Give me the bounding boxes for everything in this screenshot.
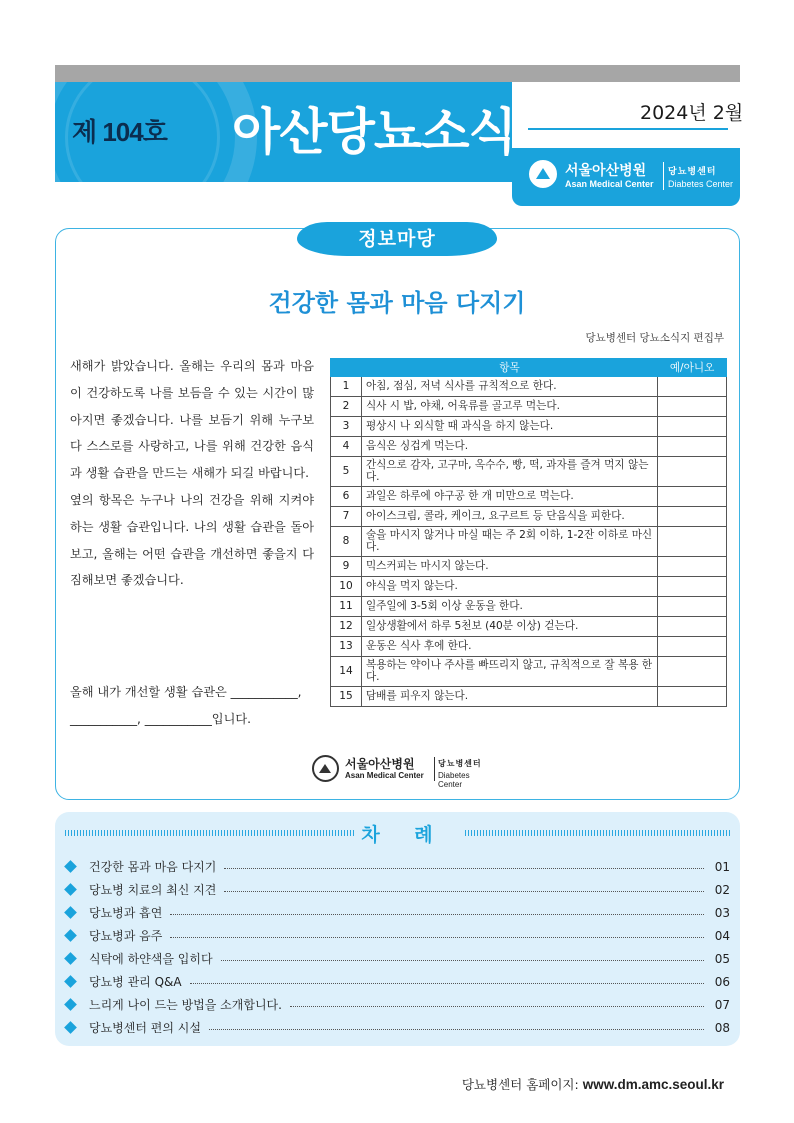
table-row — [331, 637, 727, 657]
row-item: 아이스크림, 콜라, 케이크, 요구르트 등 단음식을 피한다. — [361, 507, 657, 527]
yes-no-cell[interactable] — [658, 487, 727, 507]
yes-no-cell[interactable] — [658, 687, 727, 707]
yes-no-cell[interactable] — [658, 397, 727, 417]
row-number: 7 — [331, 507, 362, 527]
table-row — [331, 597, 727, 617]
diamond-bullet-icon — [64, 952, 77, 965]
yes-no-cell[interactable] — [658, 527, 727, 557]
toc-leader-dots — [224, 891, 704, 892]
toc-item[interactable] — [62, 993, 730, 1016]
article-title: 건강한 몸과 마음 다지기 — [268, 289, 526, 317]
row-number: 11 — [331, 597, 362, 617]
hospital-name-en: Asan Medical Center — [345, 771, 424, 780]
article-byline: 당뇨병센터 당뇨소식지 편집부 — [585, 332, 724, 344]
yes-no-cell[interactable] — [658, 557, 727, 577]
header-top-bar — [55, 65, 740, 82]
toc-item-page: 03 — [714, 905, 730, 920]
toc-item[interactable] — [62, 878, 730, 901]
yes-no-cell[interactable] — [658, 637, 727, 657]
toc-item[interactable] — [62, 1016, 730, 1039]
toc-leader-dots — [170, 914, 704, 915]
row-item: 아침, 점심, 저녁 식사를 규칙적으로 한다. — [361, 377, 657, 397]
section-label-tab — [297, 222, 497, 256]
table-row — [331, 577, 727, 597]
table-row — [331, 557, 727, 577]
row-item: 식사 시 밥, 야채, 어육류를 골고루 먹는다. — [361, 397, 657, 417]
table-row — [331, 377, 727, 397]
table-header-row — [331, 359, 727, 377]
toc-leader-dots — [209, 1029, 704, 1030]
row-item: 야식을 먹지 않는다. — [361, 577, 657, 597]
yes-no-cell[interactable] — [658, 377, 727, 397]
habit-checklist-table — [330, 358, 727, 707]
row-number: 12 — [331, 617, 362, 637]
yes-no-cell[interactable] — [658, 597, 727, 617]
row-number: 5 — [331, 457, 362, 487]
toc-item-label: 당뇨병과 음주 — [89, 929, 163, 943]
toc-item-label: 당뇨병과 흡연 — [89, 906, 163, 920]
toc-leader-dots — [190, 983, 704, 984]
row-item: 평상시 나 외식할 때 과식을 하지 않는다. — [361, 417, 657, 437]
dept-name-kr: 당뇨병센터 — [438, 759, 482, 768]
homepage-info — [462, 1075, 724, 1093]
row-item: 간식으로 감자, 고구마, 옥수수, 빵, 떡, 과자를 즐겨 먹지 않는다. — [361, 457, 657, 487]
toc-leader-dots — [221, 960, 704, 961]
body-paragraph: 새해가 밝았습니다. 올해는 우리의 몸과 마음이 건강하도록 나를 보듬을 수 있는 시간이 많아지면 좋겠습니다. 나를 보듬기 위해 누구보다 스스로를 사랑하고, 나를 위해 건강한 음식과 생활 습관을 만드는 새해가 되길 바랍니다. — [70, 359, 314, 481]
row-number: 9 — [331, 557, 362, 577]
table-row — [331, 437, 727, 457]
table-row — [331, 507, 727, 527]
toc-leader-dots — [170, 937, 704, 938]
toc-item-label: 건강한 몸과 마음 다지기 — [89, 860, 217, 874]
issue-date: 2024년 2월 — [640, 102, 744, 124]
toc-item-page: 04 — [714, 928, 730, 943]
table-row — [331, 417, 727, 437]
toc-title: 차 례 — [361, 824, 447, 846]
toc-item-page: 08 — [714, 1020, 730, 1035]
table-row — [331, 657, 727, 687]
homepage-label: 당뇨병센터 홈페이지: — [461, 1077, 579, 1092]
toc-item[interactable] — [62, 970, 730, 993]
issue-number: 제 104호 — [72, 117, 167, 147]
homepage-url[interactable]: www.dm.amc.seoul.kr — [582, 1077, 724, 1092]
row-item: 믹스커피는 마시지 않는다. — [361, 557, 657, 577]
toc-item-page: 06 — [714, 974, 730, 989]
hospital-emblem-icon — [312, 755, 339, 782]
table-row — [331, 527, 727, 557]
diamond-bullet-icon — [64, 929, 77, 942]
toc-item[interactable] — [62, 947, 730, 970]
toc-item-label: 당뇨병센터 편의 시설 — [89, 1021, 201, 1035]
yes-no-cell[interactable] — [658, 457, 727, 487]
yes-no-cell[interactable] — [658, 577, 727, 597]
row-item: 과일은 하루에 야구공 한 개 미만으로 먹는다. — [361, 487, 657, 507]
diamond-bullet-icon — [64, 998, 77, 1011]
date-underline — [528, 128, 728, 130]
section-label: 정보마당 — [358, 228, 436, 250]
yes-no-cell[interactable] — [658, 507, 727, 527]
yes-no-cell[interactable] — [658, 617, 727, 637]
toc-item[interactable] — [62, 855, 730, 878]
toc-item[interactable] — [62, 901, 730, 924]
row-item: 음식은 싱겁게 먹는다. — [361, 437, 657, 457]
row-number: 3 — [331, 417, 362, 437]
hospital-name-en: Asan Medical Center — [565, 179, 654, 189]
row-number: 6 — [331, 487, 362, 507]
row-number: 4 — [331, 437, 362, 457]
table-row — [331, 397, 727, 417]
toc-item[interactable] — [62, 924, 730, 947]
row-number: 8 — [331, 527, 362, 557]
table-row — [331, 487, 727, 507]
logo-divider — [434, 757, 435, 781]
toc-item-page: 01 — [714, 859, 730, 874]
newsletter-title: 아산당뇨소식 — [232, 103, 516, 161]
toc-list — [62, 855, 730, 1039]
toc-item-page: 07 — [714, 997, 730, 1012]
row-number: 13 — [331, 637, 362, 657]
row-item: 운동은 식사 후에 한다. — [361, 637, 657, 657]
col-header-number — [331, 359, 362, 377]
toc-item-page: 02 — [714, 882, 730, 897]
row-number: 1 — [331, 377, 362, 397]
hospital-name-kr: 서울아산병원 — [565, 163, 647, 179]
row-item: 복용하는 약이나 주사를 빠뜨리지 않고, 규칙적으로 잘 복용 한다. — [361, 657, 657, 687]
row-number: 15 — [331, 687, 362, 707]
col-header-yes-no: 예/아니오 — [658, 359, 727, 377]
footer-hospital-logo — [312, 755, 492, 789]
dept-name-kr: 당뇨병센터 — [668, 167, 717, 177]
hospital-emblem-icon — [527, 158, 559, 190]
diamond-bullet-icon — [64, 860, 77, 873]
dept-name-en: Diabetes Center — [438, 771, 470, 789]
toc-item-label: 당뇨병 관리 Q&A — [89, 975, 182, 989]
fill-in-sentence: 올해 내가 개선할 생활 습관은 ___________, ___________, ___________입니다. — [70, 685, 302, 726]
toc-item-label: 느리게 나이 드는 방법을 소개합니다. — [89, 998, 282, 1012]
row-item: 술을 마시지 않거나 마실 때는 주 2회 이하, 1-2잔 이하로 마신다. — [361, 527, 657, 557]
row-number: 2 — [331, 397, 362, 417]
diamond-bullet-icon — [64, 975, 77, 988]
table-row — [331, 457, 727, 487]
row-number: 14 — [331, 657, 362, 687]
table-row — [331, 687, 727, 707]
col-header-item: 항목 — [361, 359, 657, 377]
row-number: 10 — [331, 577, 362, 597]
dept-name-en: Diabetes Center — [668, 179, 734, 189]
body-paragraph: 옆의 항목은 누구나 나의 건강을 위해 지켜야 하는 생활 습관입니다. 나의 생활 습관을 돌아보고, 올해는 어떤 습관을 개선하면 좋을지 다짐해보면 좋겠습니다. — [70, 492, 314, 588]
diamond-bullet-icon — [64, 906, 77, 919]
yes-no-cell[interactable] — [658, 657, 727, 687]
logo-divider — [663, 162, 664, 190]
toc-item-label: 식탁에 하얀색을 입히다 — [89, 952, 213, 966]
toc-leader-dots — [290, 1006, 704, 1007]
table-row — [331, 617, 727, 637]
row-item: 일주일에 3-5회 이상 운동을 한다. — [361, 597, 657, 617]
hospital-name-kr: 서울아산병원 — [345, 757, 415, 771]
toc-item-page: 05 — [714, 951, 730, 966]
toc-item-label: 당뇨병 치료의 최신 지견 — [89, 883, 217, 897]
row-item: 담배를 피우지 않는다. — [361, 687, 657, 707]
yes-no-cell[interactable] — [658, 437, 727, 457]
diamond-bullet-icon — [64, 883, 77, 896]
yes-no-cell[interactable] — [658, 417, 727, 437]
row-item: 일상생활에서 하루 5천보 (40분 이상) 걷는다. — [361, 617, 657, 637]
diamond-bullet-icon — [64, 1021, 77, 1034]
article-body — [70, 353, 314, 594]
toc-leader-dots — [224, 868, 704, 869]
